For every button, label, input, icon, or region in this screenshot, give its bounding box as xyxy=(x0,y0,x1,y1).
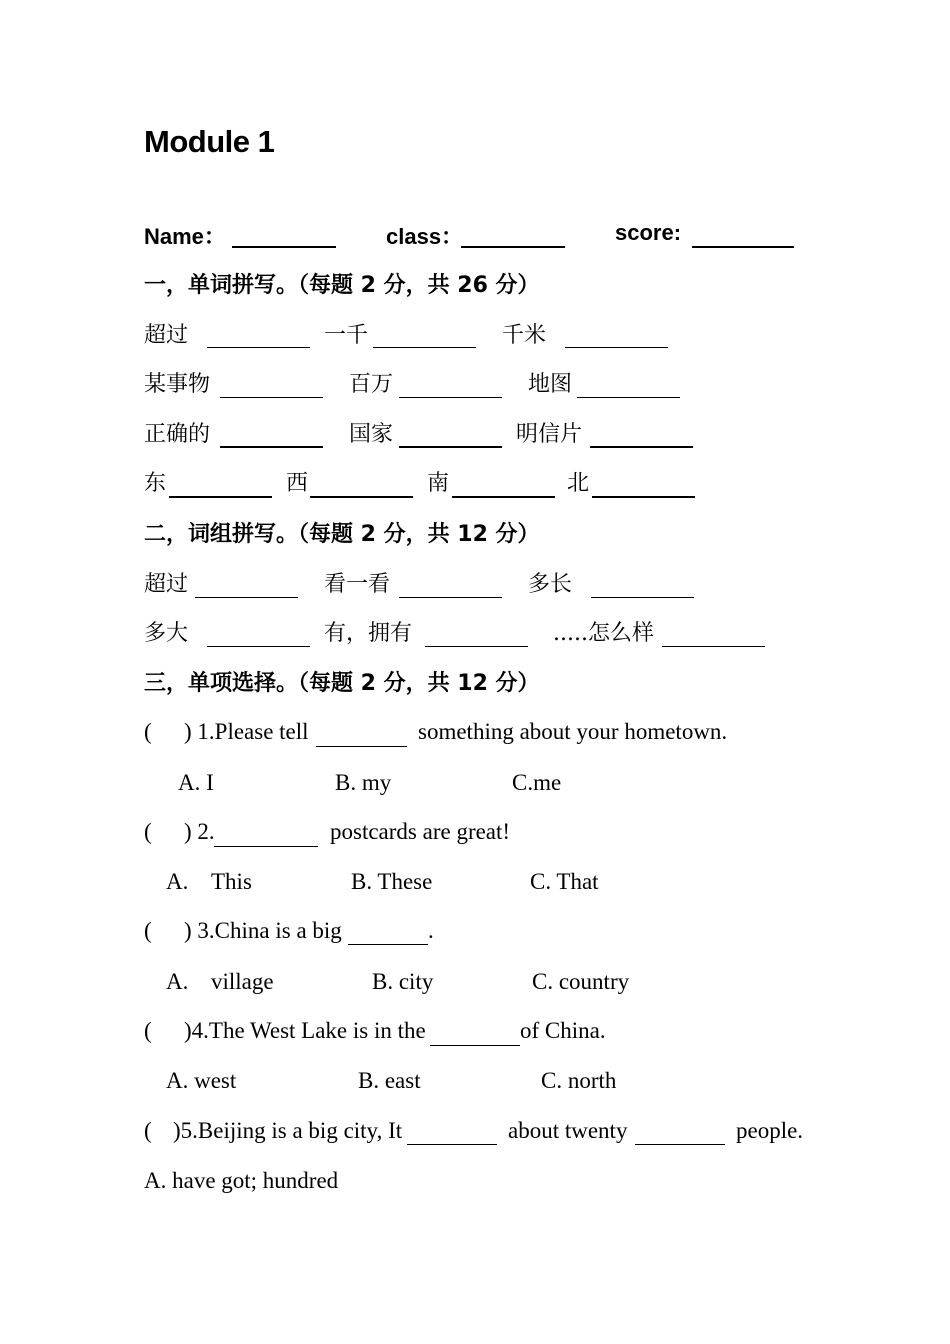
option-a[interactable]: A. I xyxy=(178,770,214,795)
question-stem: )5.Beijing is a big city, It xyxy=(173,1118,403,1143)
class-blank[interactable] xyxy=(461,246,565,248)
word-item: 千米 xyxy=(502,323,547,348)
word-item: 正确的 xyxy=(144,422,211,447)
answer-blank[interactable] xyxy=(399,597,502,598)
word-item: 某事物 xyxy=(144,372,211,397)
name-blank[interactable] xyxy=(232,246,336,248)
phrase-item: 多大 xyxy=(144,621,189,646)
answer-blank[interactable] xyxy=(635,1144,725,1145)
name-label: Name： xyxy=(144,224,226,249)
phrase-item: .....怎么样 xyxy=(553,621,654,646)
answer-blank[interactable] xyxy=(662,646,765,647)
option-c[interactable]: C. That xyxy=(530,869,599,894)
answer-blank[interactable] xyxy=(169,496,272,498)
answer-blank[interactable] xyxy=(425,646,528,647)
answer-blank[interactable] xyxy=(220,397,323,398)
answer-blank[interactable] xyxy=(220,446,323,448)
score-label: score: xyxy=(615,220,682,245)
question-stem: ) 3.China is a big xyxy=(184,918,342,943)
question-stem: ) 2. xyxy=(184,819,215,844)
score-blank[interactable] xyxy=(692,246,794,248)
question-stem: something about your hometown. xyxy=(418,719,728,744)
answer-blank[interactable] xyxy=(591,597,694,598)
answer-paren[interactable]: ( xyxy=(144,719,152,744)
answer-blank[interactable] xyxy=(592,496,695,498)
class-label: class： xyxy=(386,224,464,249)
question-stem: )4.The West Lake is in the xyxy=(184,1018,426,1043)
phrase-item: 有，拥有 xyxy=(324,621,413,646)
word-item: 西 xyxy=(286,471,309,496)
word-item: 超过 xyxy=(144,323,189,348)
answer-paren[interactable]: ( xyxy=(144,1118,152,1143)
answer-blank[interactable] xyxy=(452,496,555,498)
word-item: 明信片 xyxy=(516,422,583,447)
option-a-marker[interactable]: A. xyxy=(166,869,189,894)
page-title: Module 1 xyxy=(144,124,275,159)
question-stem: ) 1.Please tell xyxy=(184,719,309,744)
word-item: 国家 xyxy=(349,422,394,447)
answer-blank[interactable] xyxy=(407,1144,497,1145)
option-b[interactable]: B. east xyxy=(358,1068,421,1093)
option-a[interactable]: This xyxy=(211,869,252,894)
word-item: 北 xyxy=(567,471,590,496)
phrase-item: 看一看 xyxy=(324,572,391,597)
word-item: 东 xyxy=(144,471,167,496)
word-item: 百万 xyxy=(349,372,394,397)
answer-blank[interactable] xyxy=(207,646,310,647)
option-b[interactable]: B. my xyxy=(335,770,392,795)
option-b[interactable]: B. city xyxy=(372,969,434,994)
word-item: 一千 xyxy=(324,323,369,348)
question-stem: . xyxy=(428,918,434,943)
answer-blank[interactable] xyxy=(430,1045,520,1046)
question-stem: about twenty xyxy=(508,1118,628,1143)
answer-blank[interactable] xyxy=(316,746,407,747)
answer-blank[interactable] xyxy=(577,397,680,398)
answer-blank[interactable] xyxy=(399,397,502,398)
answer-paren[interactable]: ( xyxy=(144,819,152,844)
answer-paren[interactable]: ( xyxy=(144,918,152,943)
option-c[interactable]: C. country xyxy=(532,969,630,994)
answer-blank[interactable] xyxy=(310,496,413,498)
answer-blank[interactable] xyxy=(373,347,476,348)
option-c[interactable]: C.me xyxy=(512,770,562,795)
answer-blank[interactable] xyxy=(399,446,502,448)
option-c[interactable]: C. north xyxy=(541,1068,617,1093)
option-b[interactable]: B. These xyxy=(351,869,433,894)
section-2-heading: 二，词组拼写。（每题 2 分，共 12 分） xyxy=(144,522,540,547)
answer-paren[interactable]: ( xyxy=(144,1018,152,1043)
answer-blank[interactable] xyxy=(195,597,298,598)
word-item: 南 xyxy=(427,471,450,496)
section-3-heading: 三，单项选择。（每题 2 分，共 12 分） xyxy=(144,671,540,696)
word-item: 地图 xyxy=(528,372,573,397)
answer-blank[interactable] xyxy=(565,347,668,348)
question-stem: people. xyxy=(736,1118,804,1143)
option-a[interactable]: A. west xyxy=(166,1068,237,1093)
option-a[interactable]: A. have got; hundred xyxy=(144,1168,339,1193)
question-stem: of China. xyxy=(520,1018,606,1043)
section-1-heading: 一，单词拼写。（每题 2 分，共 26 分） xyxy=(144,273,540,298)
option-a[interactable]: village xyxy=(211,969,274,994)
question-stem: postcards are great! xyxy=(330,819,511,844)
answer-blank[interactable] xyxy=(214,846,318,847)
phrase-item: 超过 xyxy=(144,572,189,597)
answer-blank[interactable] xyxy=(590,446,693,448)
answer-blank[interactable] xyxy=(207,347,310,348)
phrase-item: 多长 xyxy=(528,572,573,597)
answer-blank[interactable] xyxy=(348,944,428,945)
option-a-marker[interactable]: A. xyxy=(166,969,189,994)
